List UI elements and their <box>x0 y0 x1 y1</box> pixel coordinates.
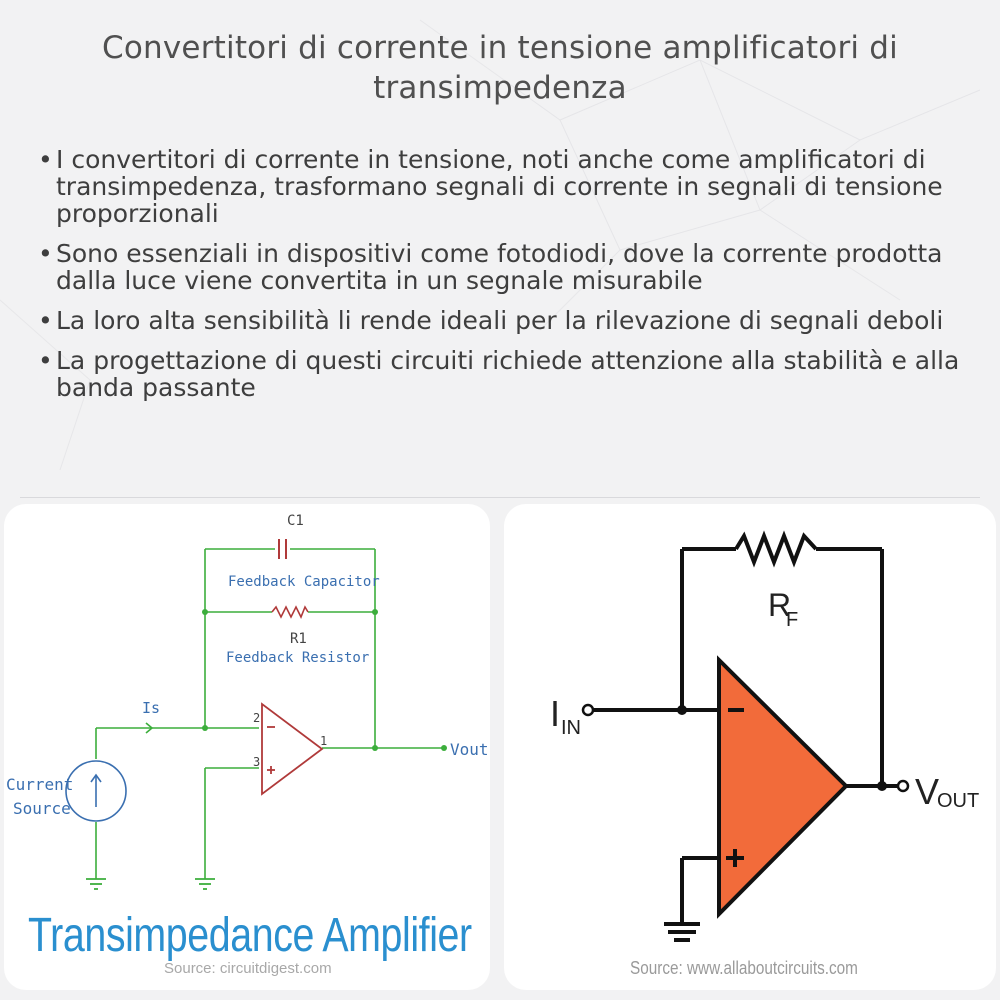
bullet-dot: • <box>38 306 53 335</box>
bullet-dot: • <box>38 239 53 268</box>
page-title: Convertitori di corrente in tensione amplificatori di transimpedenza <box>102 30 898 106</box>
bullet-dot: • <box>38 145 53 174</box>
resistor-desc: Feedback Resistor <box>226 650 370 666</box>
capacitor-desc: Feedback Capacitor <box>228 574 380 590</box>
opamp-schematic-panel <box>504 504 996 990</box>
bullet-text: La progettazione di questi circuiti richiede attenzione alla stabilità e alla banda passante <box>56 346 960 402</box>
pin-2-label: 2 <box>253 711 261 725</box>
current-source <box>66 761 126 821</box>
input-label: I <box>550 693 561 734</box>
rf-label: R <box>768 587 792 623</box>
ground-symbols <box>86 879 215 889</box>
output-junction <box>877 781 887 791</box>
capacitor-label: C1 <box>287 513 304 529</box>
op-amp <box>262 704 322 794</box>
bullet-item <box>30 146 980 227</box>
junctions <box>202 609 447 751</box>
tia-caption: Transimpedance Amplifier <box>28 909 472 962</box>
pin-1-label: 1 <box>320 734 328 748</box>
output-terminal <box>898 781 908 791</box>
feedback-resistor-rf <box>736 536 816 562</box>
output-label: V <box>915 771 940 812</box>
source-credit-right: Source: www.allaboutcircuits.com <box>630 958 858 978</box>
pin-3-label: 3 <box>253 755 261 769</box>
bullet-item <box>30 347 980 401</box>
bullet-dot: • <box>38 346 53 375</box>
feedback-capacitor <box>279 539 286 559</box>
bullet-item <box>30 240 980 294</box>
output-label: Vout <box>450 740 489 759</box>
resistor-label: R1 <box>290 631 307 647</box>
bullet-text: I convertitori di corrente in tensione, noti anche come amplificatori di transimpedenza, trasformano segnali di corrente in segnali di tensione proporzionali <box>56 145 943 228</box>
feedback-resistor <box>272 607 308 617</box>
source-label-line2: Source <box>13 799 71 818</box>
bullet-text: La loro alta sensibilità li rende ideali per la rilevazione di segnali deboli <box>56 306 944 335</box>
bullet-list <box>30 146 980 414</box>
current-label: Is <box>142 699 161 717</box>
source-label-line1: Current <box>6 775 74 794</box>
opamp-schematic <box>504 504 996 990</box>
rf-subscript: F <box>786 609 799 631</box>
output-subscript: OUT <box>937 790 980 812</box>
source-credit-left: Source: circuitdigest.com <box>164 960 332 977</box>
input-terminal <box>583 705 593 715</box>
bullet-text: Sono essenziali in dispositivi come fotodiodi, dove la corrente prodotta dalla luce viene convertita in un segnale misurabile <box>56 239 943 295</box>
input-subscript: IN <box>561 717 581 739</box>
section-divider <box>20 497 980 498</box>
op-amp-triangle <box>719 660 846 914</box>
bullet-item <box>30 307 980 334</box>
input-junction <box>677 705 687 715</box>
